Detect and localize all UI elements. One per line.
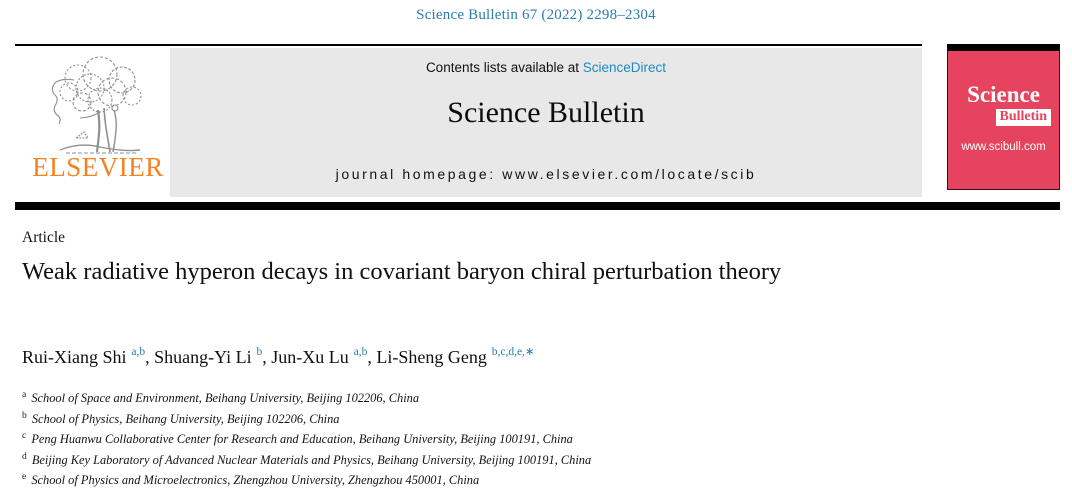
affiliation-line [22,428,1042,449]
affiliation-superscript: a [22,390,27,400]
author-separator: , [262,347,272,367]
sciencedirect-link[interactable]: ScienceDirect [582,60,667,75]
author-name: Rui-Xiang Shi [22,347,127,367]
header-top-rule [15,44,922,46]
contents-line [170,60,922,75]
author-separator: , [367,347,377,367]
journal-header-band [170,48,922,197]
cover-title-science: Science [967,82,1040,107]
journal-cover [947,44,1060,190]
author-name: Jun-Xu Lu [271,347,349,367]
affiliation-line [22,408,1042,429]
affiliation-superscript: b [22,410,27,421]
journal-citation: Science Bulletin 67 (2022) 2298–2304 [416,7,656,23]
journal-title: Science Bulletin [447,96,645,129]
affiliation-line [22,469,1042,490]
affiliation-text: Beijing Key Laboratory of Advanced Nuclear Materials and Physics, Beihang University, Beijing 100191, China [28,452,592,467]
author-name: Li-Sheng Geng [376,347,487,367]
affiliation-text: Peng Huanwu Collaborative Center for Research and Education, Beihang University, Beijing 100191, China [28,432,573,447]
author-affil-superscript: b [253,346,263,358]
affiliation-superscript: d [22,451,27,462]
header-bottom-bar [15,202,1060,210]
elsevier-wordmark: ELSEVIER [32,152,164,182]
affiliation-line [22,387,1042,408]
cover-title-bulletin: Bulletin [996,109,1051,126]
elsevier-logo[interactable] [28,52,168,197]
affiliation-text: School of Space and Environment, Beihang University, Beijing 102206, China [28,391,420,406]
affiliation-superscript: e [22,472,27,483]
paper-title: Weak radiative hyperon decays in covariant baryon chiral perturbation theory [22,258,782,285]
affiliation-line [22,449,1042,470]
contents-prefix: Contents lists available at [425,60,583,75]
journal-homepage-link[interactable]: journal homepage: www.elsevier.com/locate/scib [335,166,757,182]
cover-url: www.scibull.com [961,141,1046,153]
elsevier-tree-icon [42,52,154,154]
author-affil-superscript: b,c,d,e,∗ [488,346,535,358]
affiliation-text: School of Physics, Beihang University, Beijing 102206, China [28,411,340,426]
author-name: Shuang-Yi Li [154,347,252,367]
author-list [22,345,1022,368]
author-affil-superscript: a,b [128,346,146,358]
affiliation-superscript: c [22,431,27,442]
article-type-label: Article [22,229,66,246]
author-affil-superscript: a,b [350,346,368,358]
affiliation-text: School of Physics and Microelectronics, Zhengzhou University, Zhengzhou 450001, China [28,473,480,488]
author-separator: , [145,347,155,367]
affiliation-list [22,387,1042,490]
cover-title-bulletin-wrap [948,107,1059,126]
